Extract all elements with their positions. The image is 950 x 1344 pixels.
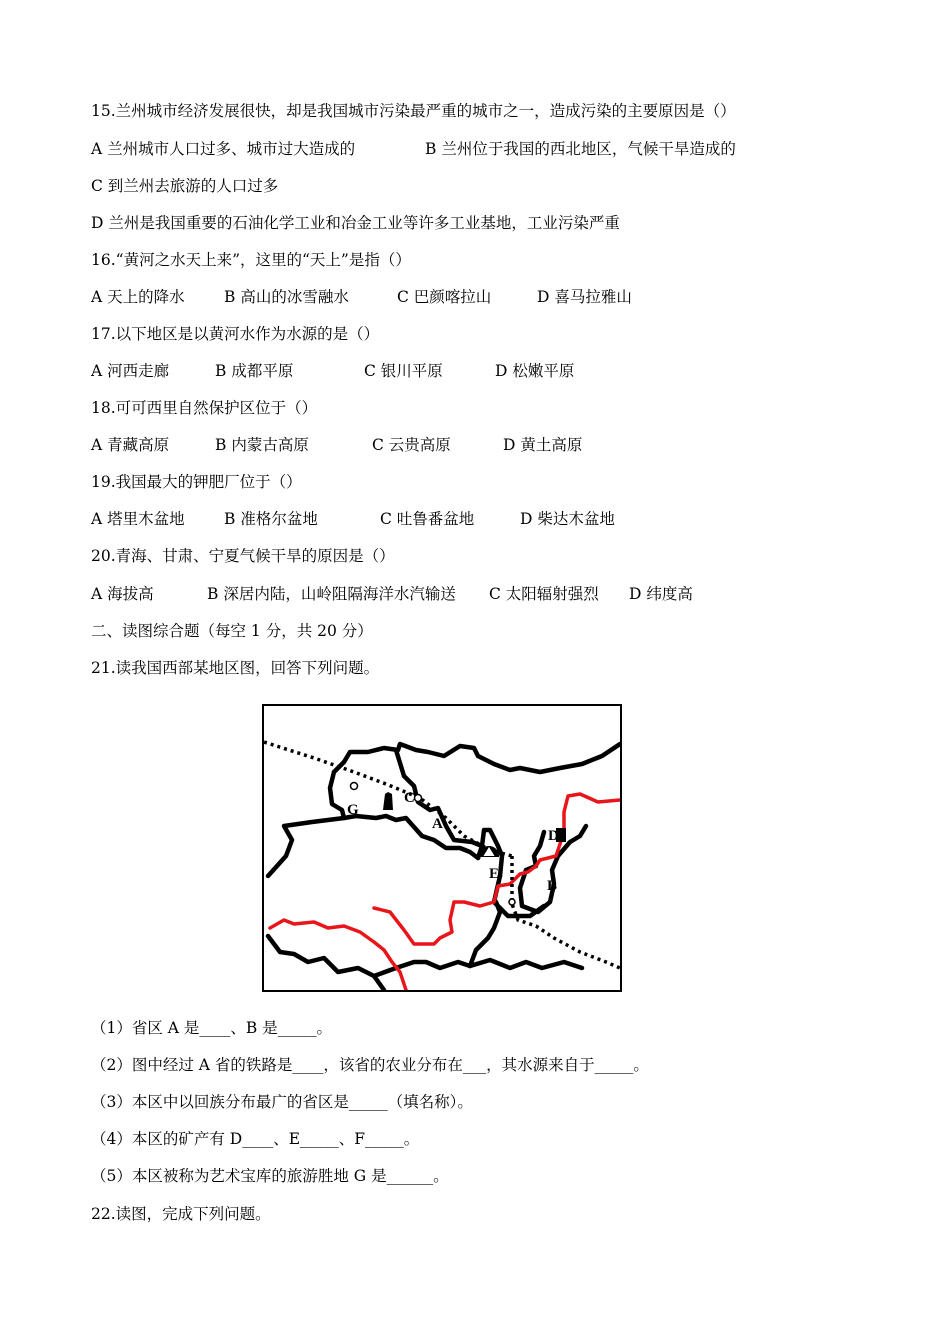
q16-option-a: A 天上的降水 [91, 288, 185, 306]
city-c-marker [415, 795, 422, 802]
q18-stem: 18.可可西里自然保护区位于（） [91, 399, 318, 417]
q20-option-b: B 深居内陆，山岭阻隔海洋水汽输送 [207, 585, 456, 603]
q21-sub3: （3）本区中以回族分布最广的省区是_____（填名称）。 [91, 1093, 473, 1111]
q18-option-c: C 云贵高原 [372, 436, 451, 454]
province-borders [268, 744, 620, 990]
xinjiang-tibet-border [268, 818, 344, 876]
northern-border [334, 744, 620, 772]
q15-stem: 15.兰州城市经济发展很快，却是我国城市污染最严重的城市之一，造成污染的主要原因是（） [91, 102, 736, 120]
map-label-e: E [489, 866, 500, 882]
city-marker-south [509, 899, 515, 905]
q15-option-a: A 兰州城市人口过多、城市过大造成的 [91, 140, 356, 158]
q19-option-a: A 塔里木盆地 [91, 510, 185, 528]
q16-option-b: B 高山的冰雪融水 [224, 288, 349, 306]
q21-sub2: （2）图中经过 A 省的铁路是____，该省的农业分布在___，其水源来自于_____。 [91, 1056, 649, 1074]
q15-option-c: C 到兰州去旅游的人口过多 [91, 177, 279, 195]
q19-stem: 19.我国最大的钾肥厂位于（） [91, 473, 302, 491]
western-china-map [262, 704, 622, 992]
q19-option-d: D 柴达木盆地 [520, 510, 615, 528]
q21-stem: 21.读我国西部某地区图，回答下列问题。 [91, 659, 380, 677]
map-drawing [264, 706, 620, 990]
map-label-a: A [432, 816, 443, 832]
q18-option-b: B 内蒙古高原 [215, 436, 309, 454]
q21-sub4: （4）本区的矿产有 D____、E_____、F_____。 [91, 1130, 420, 1148]
q17-option-a: A 河西走廊 [91, 362, 170, 380]
map-label-c: C [404, 790, 415, 806]
map-label-b: B [547, 878, 558, 894]
q16-option-c: C 巴颜喀拉山 [397, 288, 492, 306]
q17-option-d: D 松嫩平原 [495, 362, 575, 380]
q20-stem: 20.青海、甘肃、宁夏气候干旱的原因是（） [91, 547, 395, 565]
q17-stem: 17.以下地区是以黄河水作为水源的是（） [91, 325, 380, 343]
map-label-d: D [548, 828, 559, 844]
section-2-heading: 二、读图综合题（每空 1 分，共 20 分） [91, 622, 373, 640]
q16-stem: 16.“黄河之水天上来”，这里的“天上”是指（） [91, 251, 411, 269]
q22-stem: 22.读图，完成下列问题。 [91, 1205, 271, 1223]
city-g-marker [351, 783, 358, 790]
q18-option-a: A 青藏高原 [91, 436, 170, 454]
railways [264, 742, 620, 968]
map-label-g: G [347, 802, 359, 818]
sichuan-border [470, 960, 582, 968]
q19-option-b: B 准格尔盆地 [224, 510, 318, 528]
q15-option-b: B 兰州位于我国的西北地区，气候干旱造成的 [425, 140, 736, 158]
q16-option-d: D 喜马拉雅山 [537, 288, 632, 306]
q20-option-a: A 海拔高 [91, 585, 154, 603]
q21-sub5: （5）本区被称为艺术宝库的旅游胜地 G 是______。 [91, 1167, 449, 1185]
q21-sub1: （1）省区 A 是____、B 是_____。 [91, 1019, 332, 1037]
tibet-border-south [268, 936, 384, 990]
q20-option-d: D 纬度高 [629, 585, 693, 603]
q19-option-c: C 吐鲁番盆地 [380, 510, 475, 528]
oil-field-icon [383, 792, 393, 810]
q17-option-b: B 成都平原 [215, 362, 294, 380]
q20-option-c: C 太阳辐射强烈 [489, 585, 599, 603]
q18-option-d: D 黄土高原 [503, 436, 583, 454]
q15-option-d: D 兰州是我国重要的石油化学工业和冶金工业等许多工业基地，工业污染严重 [91, 214, 620, 232]
q17-option-c: C 银川平原 [364, 362, 443, 380]
